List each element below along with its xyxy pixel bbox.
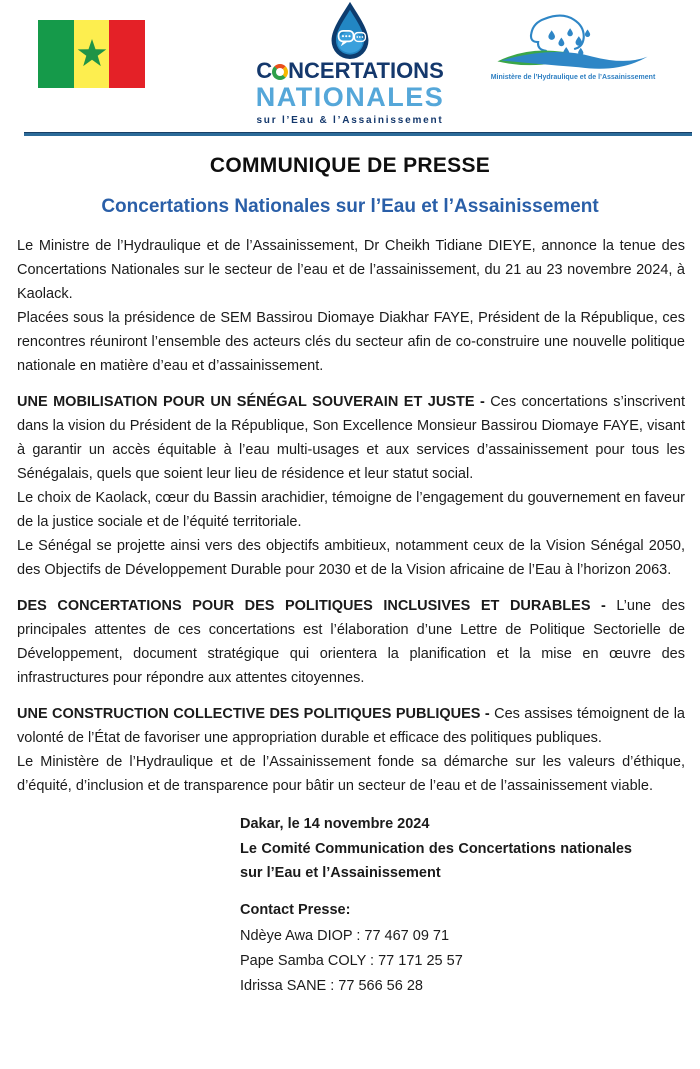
header-divider [24,132,692,136]
flag-yellow-stripe [74,20,110,88]
signature-block [240,812,632,886]
section-mobilisation-heading: UNE MOBILISATION POUR UN SÉNÉGAL SOUVERAIN ET JUSTE - [17,394,485,410]
contact-press-label: Contact Presse: [240,901,351,918]
section-construction-collective [17,702,685,798]
ministry-caption: Ministère de l’Hydraulique et de l’Assainissement [490,74,656,81]
contact-line: Idrissa SANE : 77 566 56 28 [240,977,423,994]
intro-block [17,234,685,378]
concertations-nationales-logo [225,1,475,126]
flag-red-stripe [109,20,145,88]
section-construction-paragraph: UNE CONSTRUCTION COLLECTIVE DES POLITIQUES PUBLIQUES - Ces assises témoignent de la volonté de l’État de favoriser une appropriation durable et efficace des politiques publiques. [17,706,685,746]
contact-line: Pape Samba COLY : 77 171 25 57 [240,952,463,969]
ministry-emblem-icon [493,12,653,74]
section-construction-paragraph-2: Le Ministère de l’Hydraulique et de l’Assainissement fonde sa démarche sur les valeurs d’éthique, d’équité, d’inclusion et de transparence pour bâtir un secteur de l’eau et de l’assainissement viable. [17,754,685,794]
section-politiques-inclusives [17,594,685,690]
water-drop-chat-icon [325,1,375,59]
intro-paragraph-1: Le Ministre de l’Hydraulique et de l’Assainissement, Dr Cheikh Tidiane DIEYE, annonce la tenue des Concertations Nationales sur le secteur de l’eau et de l’assainissement, du 21 au 23 novembre 2024, à Kaolack. [17,238,685,302]
multicolor-o-icon [272,64,288,80]
logo-word-concertations: C NCERTATIONS [256,58,444,83]
intro-paragraph-2: Placées sous la présidence de SEM Bassirou Diomaye Diakhar FAYE, Président de la République, ces rencontres réuniront l’ensemble des acteurs clés du secteur afin de co-construire une nouvelle politique nationale en matière d’eau et d’assainissement. [17,310,685,374]
senegal-flag-icon [38,20,145,88]
press-contacts-block [240,898,700,999]
section-mobilisation [17,390,685,582]
section-construction-heading: UNE CONSTRUCTION COLLECTIVE DES POLITIQUES PUBLIQUES - [17,706,490,722]
body-content [17,234,685,798]
committee-name: Le Comité Communication des Concertations nationales sur l’Eau et l’Assainissement [240,840,632,881]
contact-line: Ndèye Awa DIOP : 77 467 09 71 [240,927,450,944]
page-subtitle: Concertations Nationales sur l’Eau et l’Assainissement [101,196,599,217]
page-title: COMMUNIQUE DE PRESSE [209,154,491,177]
dateline: Dakar, le 14 novembre 2024 [240,816,430,832]
section-politiques-paragraph: DES CONCERTATIONS POUR DES POLITIQUES INCLUSIVES ET DURABLES - L’une des principales attentes de ces concertations est l’élaboration d’une Lettre de Politique Sectorielle de Développement, document stratégique qui orientera la planification et la mise en œuvre des infrastructures pour répondre aux attentes citoyennes. [17,598,686,686]
document-header [0,0,700,128]
logo-tagline: sur l’Eau & l’Assainissement [256,115,444,126]
section-mobilisation-paragraph-3: Le Sénégal se projette ainsi vers des objectifs ambitieux, notamment ceux de la Vision Sénégal 2050, des Objectifs de Développement Durable pour 2030 et de la Vision africaine de l’Eau à l’horizon 2063. [17,538,685,578]
flag-green-stripe [38,20,74,88]
section-politiques-heading: DES CONCERTATIONS POUR DES POLITIQUES INCLUSIVES ET DURABLES - [17,598,606,614]
logo-word-nationales: NATIONALES [255,82,445,112]
section-mobilisation-paragraph-2: Le choix de Kaolack, cœur du Bassin arachidier, témoigne de l’engagement du gouvernement en faveur de la justice sociale et de l’équité territoriale. [17,490,685,530]
section-mobilisation-paragraph: UNE MOBILISATION POUR UN SÉNÉGAL SOUVERAIN ET JUSTE - Ces concertations s’inscrivent dans la vision du Président de la République, Son Excellence Monsieur Bassirou Diomaye FAYE, visant à garantir un accès équitable à l’eau multi-usages et aux services d’assainissement pour tous les Sénégalais, quels que soient leur lieu de résidence et leur statut social. [17,394,685,482]
ministry-logo [484,12,662,81]
flag-star-icon [75,37,109,71]
